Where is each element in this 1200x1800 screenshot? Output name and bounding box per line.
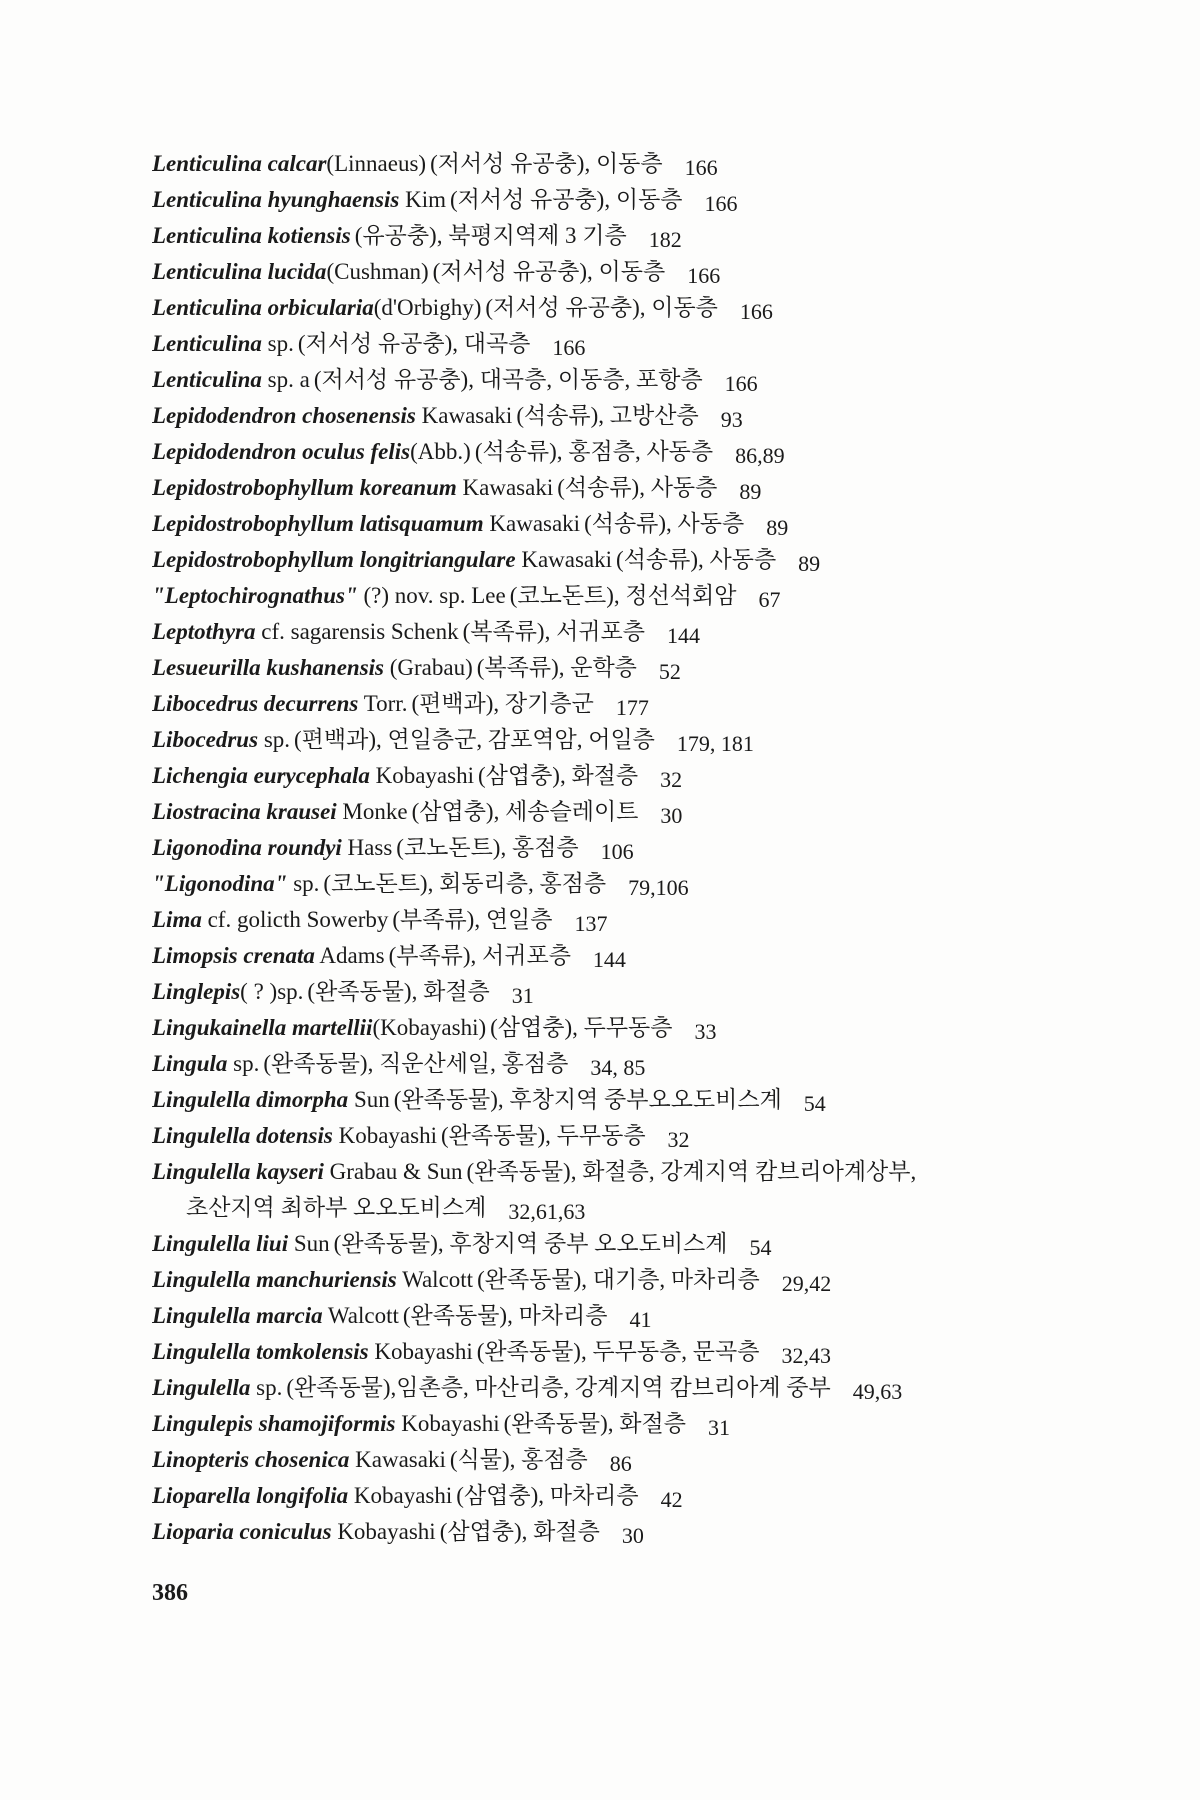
taxon-author: Hass: [341, 835, 393, 860]
index-entry: [152, 1262, 1162, 1298]
entry-info: (완족동물), 후창지역 중부 오오도비스계: [333, 1231, 728, 1256]
taxon-author: Kawasaki: [349, 1447, 446, 1472]
page-refs: 52: [658, 659, 681, 684]
index-entry: [152, 1442, 1162, 1478]
taxon-author: Walcott: [396, 1267, 474, 1292]
index-entry: [152, 758, 1162, 794]
taxon-name: Leptothyra: [152, 619, 256, 644]
taxon-name: Lingulella dimorpha: [152, 1087, 349, 1112]
taxon-name: Lingulella liui: [152, 1231, 289, 1256]
index-entry: [152, 182, 1162, 218]
index-entry: [152, 578, 1162, 614]
taxon-name: Lingulella: [152, 1375, 251, 1400]
page-refs: 166: [704, 191, 738, 216]
entry-info: (식물), 홍점층: [449, 1447, 588, 1472]
taxon-author: Sun: [348, 1087, 390, 1112]
index-list: [152, 146, 1162, 1550]
index-entry: [152, 470, 1162, 506]
page-refs: 89: [798, 551, 821, 576]
page-refs: 166: [687, 263, 721, 288]
page-refs: 182: [648, 227, 682, 252]
index-entry: [152, 506, 1162, 542]
index-entry: [152, 1118, 1162, 1154]
index-entry: [152, 794, 1162, 830]
page-refs: 54: [803, 1091, 826, 1116]
entry-info: (완족동물), 대기층, 마차리층: [477, 1267, 760, 1292]
entry-info: (저서성 유공충), 이동층: [449, 187, 683, 212]
index-entry: [152, 614, 1162, 650]
entry-info: (완족동물), 화절층, 강계지역 캄브리아계상부,: [466, 1159, 917, 1184]
index-entry: [152, 254, 1162, 290]
taxon-author: ( ? )sp.: [240, 979, 304, 1004]
page-refs: 93: [720, 407, 743, 432]
index-entry: [152, 1334, 1162, 1370]
taxon-author: Kobayashi: [348, 1483, 453, 1508]
index-entry: [152, 542, 1162, 578]
entry-info: (저서성 유공충), 대곡층, 이동층, 포항층: [313, 367, 703, 392]
page-refs: 106: [600, 839, 634, 864]
entry-info: (삼엽충), 두무동층: [490, 1015, 673, 1040]
index-entry: [152, 1046, 1162, 1082]
taxon-author: Kawasaki: [415, 403, 513, 428]
entry-info: (코노돈트), 회동리층, 홍점층: [323, 871, 607, 896]
entry-info: (부족류), 서귀포층: [388, 943, 571, 968]
entry-info: (부족류), 연일층: [392, 907, 553, 932]
taxon-name: Liostracina krausei: [152, 799, 337, 824]
index-entry: [152, 434, 1162, 470]
entry-info: (완족동물), 후창지역 중부오오도비스계: [393, 1087, 782, 1112]
taxon-author: (Grabau): [384, 655, 473, 680]
index-entry: [152, 1010, 1162, 1046]
page-refs: 67: [758, 587, 781, 612]
taxon-author: (Kobayashi): [372, 1015, 487, 1040]
index-entry: [152, 650, 1162, 686]
taxon-author: (Abb.): [410, 439, 471, 464]
taxon-name: Lepidostrobophyllum koreanum: [152, 475, 457, 500]
taxon-author: Torr.: [358, 691, 408, 716]
taxon-name: Lepidostrobophyllum longitriangulare: [152, 547, 516, 572]
page-refs: 89: [766, 515, 789, 540]
index-entry: [152, 1154, 1162, 1190]
taxon-name: Linopteris chosenica: [152, 1447, 350, 1472]
entry-info: (삼엽충), 세송슬레이트: [411, 799, 639, 824]
index-entry: [152, 722, 1162, 758]
index-entry: [152, 830, 1162, 866]
entry-info: (편백과), 연일층군, 감포역암, 어일층: [294, 727, 655, 752]
taxon-name: Lenticulina: [152, 331, 262, 356]
taxon-author: sp.: [227, 1051, 260, 1076]
page-refs: 166: [684, 155, 718, 180]
taxon-name: Libocedrus decurrens: [152, 691, 359, 716]
taxon-author: Kobayashi: [369, 763, 474, 788]
taxon-author: sp.: [258, 727, 291, 752]
page-refs: 41: [629, 1307, 652, 1332]
taxon-name: Lima: [152, 907, 202, 932]
taxon-name: Lenticulina orbicularia: [152, 295, 374, 320]
page-refs: 31: [511, 983, 534, 1008]
index-entry: [152, 362, 1162, 398]
entry-info: 초산지역 최하부 오오도비스계: [186, 1195, 487, 1220]
index-entry-continuation: [152, 1190, 1162, 1226]
entry-info: (석송류), 홍점층, 사동층: [474, 439, 714, 464]
taxon-name: "Ligonodina": [152, 871, 288, 896]
page-refs: 30: [621, 1523, 644, 1548]
page-refs: 166: [552, 335, 586, 360]
taxon-author: Kawasaki: [483, 511, 581, 536]
index-entry: [152, 326, 1162, 362]
index-entry: [152, 1298, 1162, 1334]
page-refs: 30: [660, 803, 683, 828]
taxon-name: Lingulepis shamojiformis: [152, 1411, 396, 1436]
index-entry: [152, 146, 1162, 182]
taxon-name: Lenticulina: [152, 367, 262, 392]
taxon-name: Lioparia coniculus: [152, 1519, 332, 1544]
entry-info: (저서성 유공충), 대곡층: [297, 331, 531, 356]
taxon-name: "Leptochirognathus": [152, 583, 358, 608]
entry-info: (석송류), 사동층: [616, 547, 777, 572]
taxon-author: sp. a: [261, 367, 310, 392]
taxon-author: Kobayashi: [331, 1519, 436, 1544]
page-refs: 32: [660, 767, 683, 792]
taxon-name: Lingukainella martellii: [152, 1015, 373, 1040]
page-refs: 144: [666, 623, 700, 648]
entry-info: (완족동물),임촌층, 마산리층, 강계지역 캄브리아계 중부: [286, 1375, 831, 1400]
taxon-author: sp.: [287, 871, 320, 896]
entry-info: (저서성 유공충), 이동층: [430, 151, 663, 176]
entry-info: (석송류), 사동층: [584, 511, 745, 536]
page-refs: 177: [615, 695, 649, 720]
taxon-name: Lepidodendron oculus felis: [152, 439, 411, 464]
index-entry: [152, 974, 1162, 1010]
entry-info: (완족동물), 직운산세일, 홍점층: [263, 1051, 569, 1076]
taxon-author: (Cushman): [326, 259, 429, 284]
page-refs: 166: [724, 371, 758, 396]
entry-info: (저서성 유공충), 이동층: [432, 259, 666, 284]
taxon-author: sp.: [261, 331, 294, 356]
taxon-author: Kobayashi: [368, 1339, 473, 1364]
entry-info: (완족동물), 화절층: [503, 1411, 686, 1436]
taxon-name: Lingulella marcia: [152, 1303, 323, 1328]
entry-info: (복족류), 운학층: [476, 655, 637, 680]
page-refs: 31: [707, 1415, 730, 1440]
taxon-author: Kim: [399, 187, 446, 212]
entry-info: (완족동물), 화절층: [307, 979, 490, 1004]
index-entry: [152, 686, 1162, 722]
index-entry: [152, 902, 1162, 938]
taxon-name: Lenticulina kotiensis: [152, 223, 351, 248]
taxon-name: Lichengia eurycephala: [152, 763, 370, 788]
index-entry: [152, 1082, 1162, 1118]
taxon-author: Sun: [288, 1231, 330, 1256]
taxon-name: Lenticulina calcar: [152, 151, 327, 176]
entry-info: (삼엽충), 화절층: [439, 1519, 600, 1544]
entry-info: (삼엽충), 화절층: [477, 763, 639, 788]
taxon-name: Libocedrus: [152, 727, 259, 752]
index-entry: [152, 1226, 1162, 1262]
taxon-author: Adams: [314, 943, 385, 968]
index-entry: [152, 398, 1162, 434]
page-refs: 32: [667, 1127, 690, 1152]
taxon-author: sp.: [250, 1375, 283, 1400]
entry-info: (편백과), 장기층군: [411, 691, 594, 716]
entry-info: (저서성 유공충), 이동층: [485, 295, 718, 320]
page-refs: 54: [749, 1235, 772, 1260]
entry-info: (석송류), 고방산층: [516, 403, 699, 428]
page-refs: 89: [739, 479, 762, 504]
page-refs: 179, 181: [676, 731, 754, 756]
taxon-name: Lenticulina lucida: [152, 259, 327, 284]
index-entry: [152, 1406, 1162, 1442]
entry-info: (복족류), 서귀포층: [462, 619, 645, 644]
taxon-author: Kobayashi: [395, 1411, 500, 1436]
taxon-author: Kawasaki: [515, 547, 613, 572]
page-refs: 42: [660, 1487, 683, 1512]
entry-info: (유공충), 북평지역제 3 기층: [354, 223, 627, 248]
taxon-name: Lepidostrobophyllum latisquamum: [152, 511, 484, 536]
taxon-name: Limopsis crenata: [152, 943, 315, 968]
page-refs: 166: [739, 299, 773, 324]
index-entry: [152, 1514, 1162, 1550]
page-number: 386: [152, 1580, 188, 1606]
taxon-author: Walcott: [322, 1303, 399, 1328]
taxon-author: Monke: [336, 799, 408, 824]
taxon-author: Grabau & Sun: [323, 1159, 463, 1184]
entry-info: (완족동물), 두무동층: [440, 1123, 646, 1148]
taxon-author: Kobayashi: [332, 1123, 437, 1148]
entry-info: (코노돈트), 홍점층: [396, 835, 579, 860]
taxon-author: (Linnaeus): [326, 151, 427, 176]
index-entry: [152, 290, 1162, 326]
page-refs: 29,42: [781, 1271, 832, 1296]
index-entry: [152, 1370, 1162, 1406]
taxon-author: (?) nov. sp. Lee: [357, 583, 506, 608]
page-refs: 86,89: [735, 443, 785, 468]
page-refs: 144: [592, 947, 626, 972]
taxon-author: Kawasaki: [456, 475, 554, 500]
page-refs: 79,106: [628, 875, 689, 900]
taxon-name: Lesueurilla kushanensis: [152, 655, 384, 680]
index-entry: [152, 866, 1162, 902]
index-entry: [152, 1478, 1162, 1514]
entry-info: (삼엽충), 마차리층: [456, 1483, 639, 1508]
taxon-name: Lioparella longifolia: [152, 1483, 349, 1508]
taxon-name: Lingulella tomkolensis: [152, 1339, 369, 1364]
page-refs: 86: [609, 1451, 632, 1476]
page-refs: 32,61,63: [508, 1199, 586, 1224]
taxon-name: Lingulella kayseri: [152, 1159, 324, 1184]
page-refs: 34, 85: [590, 1055, 646, 1080]
page-refs: 32,43: [781, 1343, 831, 1368]
taxon-author: cf. golicth Sowerby: [201, 907, 389, 932]
entry-info: (코노돈트), 정선석회암: [509, 583, 737, 608]
taxon-name: Lepidodendron chosenensis: [152, 403, 416, 428]
taxon-name: Lenticulina hyunghaensis: [152, 187, 400, 212]
entry-info: (석송류), 사동층: [557, 475, 718, 500]
taxon-name: Lingulella dotensis: [152, 1123, 333, 1148]
index-entry: [152, 218, 1162, 254]
taxon-name: Ligonodina roundyi: [152, 835, 342, 860]
page-refs: 137: [574, 911, 608, 936]
page-refs: 33: [694, 1019, 717, 1044]
entry-info: (완족동물), 마차리층: [402, 1303, 608, 1328]
taxon-name: Lingulella manchuriensis: [152, 1267, 397, 1292]
taxon-author: cf. sagarensis Schenk: [255, 619, 459, 644]
taxon-name: Linglepis: [152, 979, 241, 1004]
entry-info: (완족동물), 두무동층, 문곡층: [476, 1339, 760, 1364]
taxon-author: (d'Orbighy): [373, 295, 482, 320]
taxon-name: Lingula: [152, 1051, 228, 1076]
page-refs: 49,63: [852, 1379, 903, 1404]
index-entry: [152, 938, 1162, 974]
